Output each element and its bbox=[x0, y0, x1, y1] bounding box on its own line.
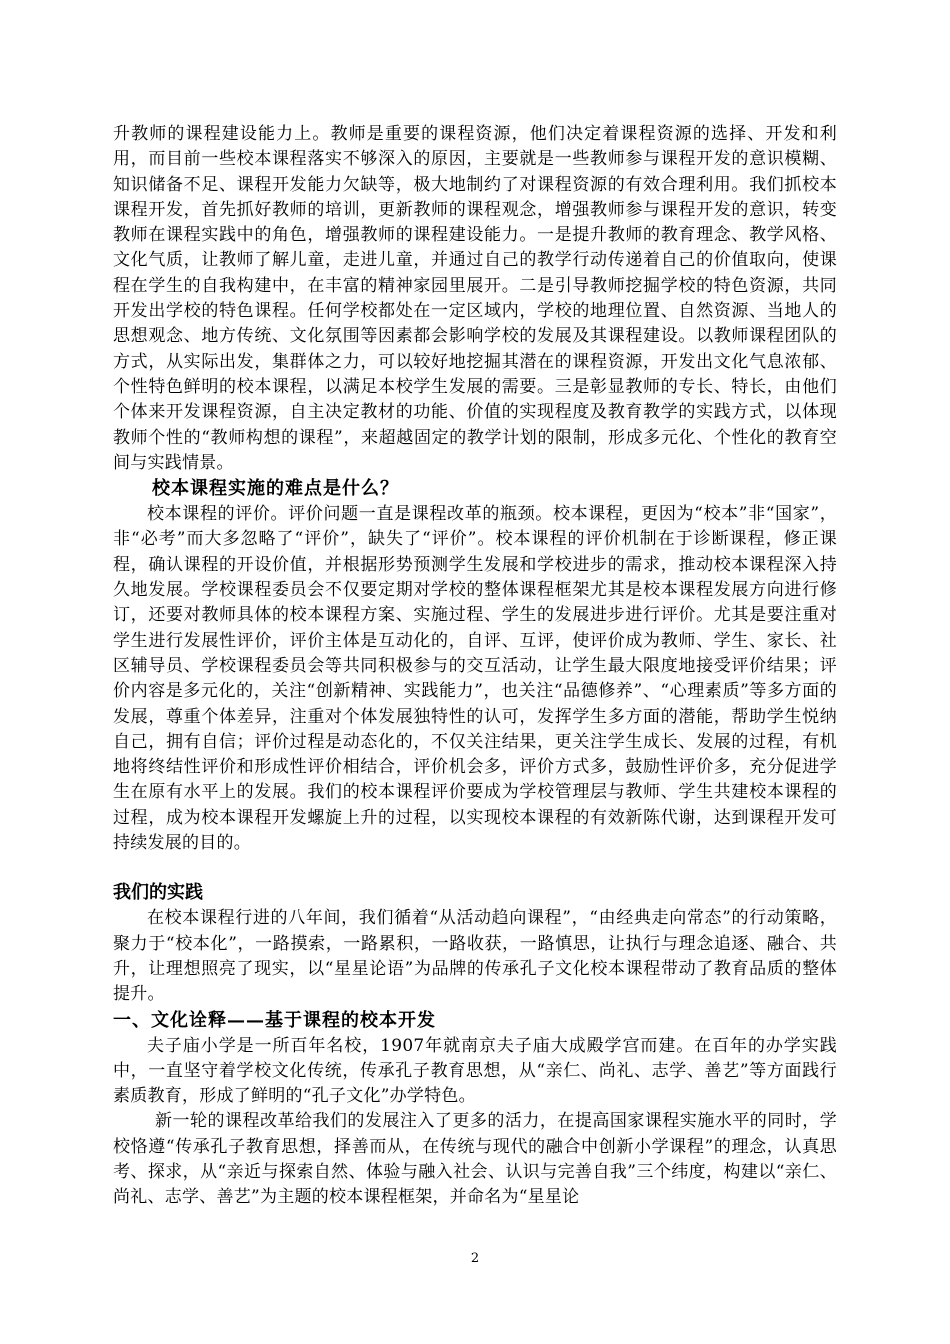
subsection-heading: 一、文化诠释——基于课程的校本开发 bbox=[113, 1009, 436, 1031]
document-body bbox=[113, 122, 837, 1211]
paragraph-evaluation: 校本课程的评价。评价问题一直是课程改革的瓶颈。校本课程，更因为“校本”非“国家”，非“必考”而大多忽略了“评价”，缺失了“评价”。校本课程的评价机制在于诊断课程，修正课程，确认课程的开设价值，并根据形势预测学生发展和学校进步的需求，推动校本课程深入持久地发展。学校课程委员会不仅要定期对学校的整体课程框架尤其是校本课程发展方向进行修订，还要对教师具体的校本课程方案、实施过程、学生的发展进步进行评价。尤其是要注重对学生进行发展性评价，评价主体是互动化的，自评、互评，使评价成为教师、学生、家长、社区辅导员、学校课程委员会等共同积极参与的交互活动，让学生最大限度地接受评价结果；评价内容是多元化的，关注“创新精神、实践能力”，也关注“品德修养”、“心理素质”等多方面的发展，尊重个体差异，注重对个体发展独特性的认可，发挥学生多方面的潜能，帮助学生悦纳自己，拥有自信；评价过程是动态化的，不仅关注结果，更关注学生成长、发展的过程，有机地将终结性评价和形成性评价相结合，评价机会多，评价方式多，鼓励性评价多，充分促进学生在原有水平上的发展。我们的校本课程评价要成为学校管理层与教师、学生共建校本课程的过程，成为校本课程开发螺旋上升的过程，以实现校本课程的有效新陈代谢，达到课程开发可持续发展的目的。 bbox=[113, 504, 837, 854]
paragraph-school-history: 夫子庙小学是一所百年名校，1907年就南京夫子庙大成殿学宫而建。在百年的办学实践中，一直坚守着学校文化传统，传承孔子教育思想，从“亲仁、尚礼、志学、善艺”等方面践行素质教育，形成了鲜明的“孔子文化”办学特色。 bbox=[113, 1035, 837, 1107]
section-heading: 我们的实践 bbox=[113, 882, 203, 904]
paragraph-teacher-training: 升教师的课程建设能力上。教师是重要的课程资源，他们决定着课程资源的选择、开发和利用，而目前一些校本课程落实不够深入的原因，主要就是一些教师参与课程开发的意识模糊、知识储备不足、课程开发能力欠缺等，极大地制约了对课程资源的有效合理利用。我们抓校本课程开发，首先抓好教师的培训，更新教师的课程观念，增强教师参与课程开发的意识，转变教师在课程实践中的角色，增强教师的课程建设能力。一是提升教师的教育理念、教学风格、文化气质，让教师了解儿童，走进儿童，并通过自己的教学行动传递着自己的价值取向，使课程在学生的自我构建中，在丰富的精神家园里展开。二是引导教师挖掘学校的特色资源，共同开发出学校的特色课程。任何学校都处在一定区域内，学校的地理位置、自然资源、当地人的思想观念、地方传统、文化氛围等因素都会影响学校的发展及其课程建设。以教师课程团队的方式，从实际出发，集群体之力，可以较好地挖掘其潜在的课程资源，开发出文化气息浓郁、个性特色鲜明的校本课程，以满足本校学生发展的需要。三是彰显教师的专长、特长，由他们个体来开发课程资源，自主决定教材的功能、价值的实现程度及教育教学的实践方式，以体现教师个性的“教师构想的课程”，来超越固定的教学计划的限制，形成多元化、个性化的教育空间与实践情景。 bbox=[113, 124, 837, 473]
page-number: 2 bbox=[470, 1251, 480, 1266]
paragraph-practice-intro: 在校本课程行进的八年间，我们循着“从活动趋向课程”，“由经典走向常态”的行动策略，聚力于“校本化”，一路摸索，一路累积，一路收获，一路慎思，让执行与理念追逐、融合、共升，让理想照亮了现实，以“星星论语”为品牌的传承孔子文化校本课程带动了教育品质的整体提升。 bbox=[113, 908, 837, 1005]
question-heading: 校本课程实施的难点是什么？ bbox=[152, 478, 399, 500]
paragraph-curriculum-reform: 新一轮的课程改革给我们的发展注入了更多的活力，在提高国家课程实施水平的同时，学校恪遵“传承孔子教育思想，择善而从，在传统与现代的融合中创新小学课程”的理念，认真思考、探求，从“亲近与探索自然、体验与融入社会、认识与完善自我”三个纬度，构建以“亲仁、尚礼、志学、善艺”为主题的校本课程框架，并命名为“星星论 bbox=[113, 1111, 837, 1208]
paragraph-gap bbox=[113, 856, 837, 880]
